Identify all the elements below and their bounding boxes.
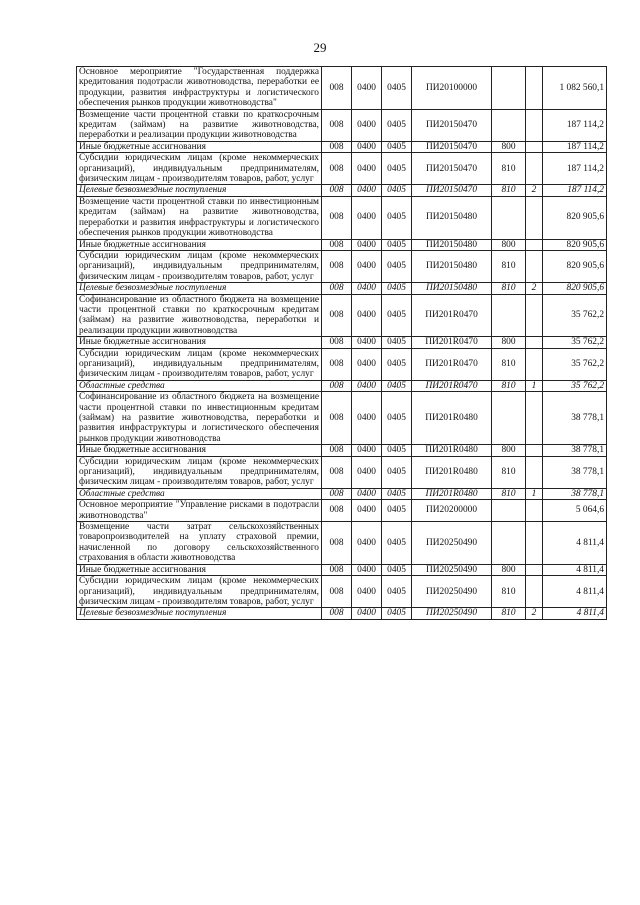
row-csr-cell: ПИ201R0470: [412, 337, 492, 348]
row-ved-cell: 008: [322, 445, 352, 456]
table-row: [77, 392, 607, 445]
row-vr-cell: 810: [492, 608, 526, 619]
row-rz-cell: 0400: [352, 67, 382, 110]
row-source-cell: [526, 294, 543, 337]
table-row: [77, 67, 607, 110]
row-vr-cell: [492, 67, 526, 110]
row-name-cell: Субсидии юридическим лицам (кроме некоммерческих организаций), индивидуальным предпринимателям, физическим лицам - производителям товаров, работ, услуг: [77, 348, 322, 380]
row-vr-cell: 810: [492, 185, 526, 196]
row-sum-cell: 187 114,2: [543, 141, 607, 152]
row-rz-cell: 0400: [352, 445, 382, 456]
row-rz-cell: 0400: [352, 109, 382, 141]
row-rz-cell: 0400: [352, 500, 382, 522]
row-name-cell: Субсидии юридическим лицам (кроме некоммерческих организаций), индивидуальным предпринимателям, физическим лицам - производителям товаров, работ, услуг: [77, 250, 322, 282]
row-csr-cell: ПИ20150480: [412, 196, 492, 239]
row-source-cell: [526, 67, 543, 110]
row-rz-cell: 0400: [352, 456, 382, 488]
row-csr-cell: ПИ20250490: [412, 608, 492, 619]
row-sum-cell: 820 905,6: [543, 250, 607, 282]
row-ved-cell: 008: [322, 500, 352, 522]
table-row: [77, 294, 607, 337]
row-pr-cell: 0405: [382, 250, 412, 282]
row-sum-cell: 35 762,2: [543, 294, 607, 337]
row-pr-cell: 0405: [382, 564, 412, 575]
row-vr-cell: [492, 392, 526, 445]
row-ved-cell: 008: [322, 153, 352, 185]
row-sum-cell: 4 811,4: [543, 576, 607, 608]
table-row: [77, 500, 607, 522]
row-pr-cell: 0405: [382, 239, 412, 250]
table-row: [77, 185, 607, 196]
row-vr-cell: 800: [492, 337, 526, 348]
row-ved-cell: 008: [322, 250, 352, 282]
table-row: [77, 348, 607, 380]
row-csr-cell: ПИ20150480: [412, 283, 492, 294]
row-sum-cell: 1 082 560,1: [543, 67, 607, 110]
row-source-cell: [526, 564, 543, 575]
row-name-cell: Иные бюджетные ассигнования: [77, 337, 322, 348]
row-vr-cell: [492, 109, 526, 141]
row-pr-cell: 0405: [382, 283, 412, 294]
row-rz-cell: 0400: [352, 488, 382, 499]
row-rz-cell: 0400: [352, 576, 382, 608]
row-ved-cell: 008: [322, 392, 352, 445]
row-ved-cell: 008: [322, 185, 352, 196]
row-name-cell: Возмещение части затрат сельскохозяйственных товаропроизводителей на уплату страховой премии, начисленной по договору сельскохозяйственного страхования в области животноводства: [77, 522, 322, 565]
row-vr-cell: [492, 294, 526, 337]
row-rz-cell: 0400: [352, 196, 382, 239]
row-csr-cell: ПИ20250490: [412, 564, 492, 575]
row-ved-cell: 008: [322, 109, 352, 141]
row-name-cell: Иные бюджетные ассигнования: [77, 445, 322, 456]
row-rz-cell: 0400: [352, 185, 382, 196]
row-name-cell: Софинансирование из областного бюджета на возмещение части процентной ставки по краткосрочным кредитам (займам) на развитие животноводства, переработки и реализации продукции животноводства: [77, 294, 322, 337]
row-sum-cell: 4 811,4: [543, 564, 607, 575]
table-row: [77, 576, 607, 608]
row-vr-cell: 800: [492, 141, 526, 152]
row-rz-cell: 0400: [352, 141, 382, 152]
row-csr-cell: ПИ201R0480: [412, 392, 492, 445]
row-csr-cell: ПИ201R0470: [412, 294, 492, 337]
table-row: [77, 153, 607, 185]
row-rz-cell: 0400: [352, 250, 382, 282]
row-rz-cell: 0400: [352, 294, 382, 337]
row-csr-cell: ПИ20150470: [412, 109, 492, 141]
row-sum-cell: 35 762,2: [543, 380, 607, 391]
table-row: [77, 445, 607, 456]
row-source-cell: 2: [526, 283, 543, 294]
table-body: [77, 67, 607, 620]
table-row: [77, 564, 607, 575]
row-csr-cell: ПИ201R0470: [412, 380, 492, 391]
row-source-cell: [526, 576, 543, 608]
row-pr-cell: 0405: [382, 185, 412, 196]
row-sum-cell: 38 778,1: [543, 488, 607, 499]
row-pr-cell: 0405: [382, 153, 412, 185]
row-vr-cell: 810: [492, 456, 526, 488]
page-number: 29: [313, 40, 327, 55]
row-rz-cell: 0400: [352, 153, 382, 185]
row-source-cell: [526, 153, 543, 185]
row-name-cell: Целевые безвозмездные поступления: [77, 283, 322, 294]
table-row: [77, 141, 607, 152]
row-name-cell: Основное мероприятие "Государственная поддержка кредитования подотрасли животноводства, переработки ее продукции, развития инфраструктуры и логистического обеспечения рынков продукции животноводства": [77, 67, 322, 110]
row-csr-cell: ПИ201R0480: [412, 488, 492, 499]
row-sum-cell: 187 114,2: [543, 185, 607, 196]
row-pr-cell: 0405: [382, 380, 412, 391]
row-sum-cell: 187 114,2: [543, 109, 607, 141]
table-row: [77, 456, 607, 488]
row-source-cell: [526, 250, 543, 282]
row-source-cell: [526, 522, 543, 565]
row-vr-cell: 810: [492, 283, 526, 294]
row-csr-cell: ПИ20150470: [412, 185, 492, 196]
row-csr-cell: ПИ20250490: [412, 576, 492, 608]
row-rz-cell: 0400: [352, 522, 382, 565]
row-name-cell: Целевые безвозмездные поступления: [77, 185, 322, 196]
row-vr-cell: 800: [492, 445, 526, 456]
row-source-cell: 1: [526, 488, 543, 499]
row-name-cell: Софинансирование из областного бюджета на возмещение части процентной ставки по инвестиционным кредитам (займам) на развитие животноводства, переработки и развития инфраструктуры и логистического обеспечения рынков продукции животноводства: [77, 392, 322, 445]
row-pr-cell: 0405: [382, 196, 412, 239]
row-ved-cell: 008: [322, 67, 352, 110]
row-vr-cell: 810: [492, 488, 526, 499]
row-source-cell: [526, 337, 543, 348]
table-row: [77, 283, 607, 294]
row-vr-cell: 810: [492, 153, 526, 185]
row-rz-cell: 0400: [352, 337, 382, 348]
row-vr-cell: 810: [492, 380, 526, 391]
table-row: [77, 239, 607, 250]
row-vr-cell: 810: [492, 250, 526, 282]
row-sum-cell: 38 778,1: [543, 392, 607, 445]
table-row: [77, 522, 607, 565]
row-name-cell: Возмещение части процентной ставки по инвестиционным кредитам (займам) на развитие животноводства, переработки и развития инфраструктуры и логистического обеспечения рынков продукции животноводства: [77, 196, 322, 239]
table-row: [77, 488, 607, 499]
row-sum-cell: 820 905,6: [543, 196, 607, 239]
row-pr-cell: 0405: [382, 67, 412, 110]
row-rz-cell: 0400: [352, 380, 382, 391]
row-ved-cell: 008: [322, 456, 352, 488]
row-name-cell: Основное мероприятие "Управление рисками в подотрасли животноводства": [77, 500, 322, 522]
row-csr-cell: ПИ20150480: [412, 250, 492, 282]
row-vr-cell: 800: [492, 239, 526, 250]
row-source-cell: [526, 239, 543, 250]
row-source-cell: [526, 109, 543, 141]
row-pr-cell: 0405: [382, 500, 412, 522]
row-rz-cell: 0400: [352, 283, 382, 294]
row-source-cell: [526, 348, 543, 380]
row-name-cell: Целевые безвозмездные поступления: [77, 608, 322, 619]
row-csr-cell: ПИ20150470: [412, 141, 492, 152]
row-csr-cell: ПИ20250490: [412, 522, 492, 565]
table-row: [77, 380, 607, 391]
row-pr-cell: 0405: [382, 608, 412, 619]
row-sum-cell: 35 762,2: [543, 348, 607, 380]
table-row: [77, 109, 607, 141]
row-pr-cell: 0405: [382, 522, 412, 565]
row-sum-cell: 187 114,2: [543, 153, 607, 185]
row-rz-cell: 0400: [352, 392, 382, 445]
row-sum-cell: 820 905,6: [543, 283, 607, 294]
row-ved-cell: 008: [322, 294, 352, 337]
table-row: [77, 196, 607, 239]
row-pr-cell: 0405: [382, 576, 412, 608]
row-rz-cell: 0400: [352, 564, 382, 575]
row-source-cell: 1: [526, 380, 543, 391]
row-name-cell: Иные бюджетные ассигнования: [77, 564, 322, 575]
row-csr-cell: ПИ20100000: [412, 67, 492, 110]
row-csr-cell: ПИ201R0480: [412, 456, 492, 488]
row-sum-cell: 38 778,1: [543, 445, 607, 456]
row-ved-cell: 008: [322, 337, 352, 348]
row-csr-cell: ПИ201R0480: [412, 445, 492, 456]
row-source-cell: [526, 141, 543, 152]
row-pr-cell: 0405: [382, 456, 412, 488]
row-source-cell: [526, 500, 543, 522]
row-name-cell: Иные бюджетные ассигнования: [77, 239, 322, 250]
row-source-cell: [526, 196, 543, 239]
row-pr-cell: 0405: [382, 348, 412, 380]
row-pr-cell: 0405: [382, 109, 412, 141]
row-source-cell: [526, 445, 543, 456]
row-rz-cell: 0400: [352, 239, 382, 250]
row-ved-cell: 008: [322, 196, 352, 239]
row-name-cell: Субсидии юридическим лицам (кроме некоммерческих организаций), индивидуальным предпринимателям, физическим лицам - производителям товаров, работ, услуг: [77, 456, 322, 488]
row-ved-cell: 008: [322, 488, 352, 499]
row-ved-cell: 008: [322, 141, 352, 152]
row-csr-cell: ПИ20150480: [412, 239, 492, 250]
table-row: [77, 337, 607, 348]
row-pr-cell: 0405: [382, 392, 412, 445]
row-ved-cell: 008: [322, 239, 352, 250]
row-csr-cell: ПИ201R0470: [412, 348, 492, 380]
row-pr-cell: 0405: [382, 141, 412, 152]
row-ved-cell: 008: [322, 522, 352, 565]
row-name-cell: Субсидии юридическим лицам (кроме некоммерческих организаций), индивидуальным предпринимателям, физическим лицам - производителям товаров, работ, услуг: [77, 153, 322, 185]
row-csr-cell: ПИ20200000: [412, 500, 492, 522]
row-pr-cell: 0405: [382, 294, 412, 337]
row-vr-cell: [492, 522, 526, 565]
row-vr-cell: [492, 500, 526, 522]
row-vr-cell: 810: [492, 348, 526, 380]
row-ved-cell: 008: [322, 380, 352, 391]
row-sum-cell: 38 778,1: [543, 456, 607, 488]
table-row: [77, 608, 607, 619]
row-name-cell: Областные средства: [77, 488, 322, 499]
row-pr-cell: 0405: [382, 488, 412, 499]
row-name-cell: Возмещение части процентной ставки по краткосрочным кредитам (займам) на развитие животноводства, переработки и реализации продукции животноводства: [77, 109, 322, 141]
row-rz-cell: 0400: [352, 608, 382, 619]
row-rz-cell: 0400: [352, 348, 382, 380]
row-ved-cell: 008: [322, 564, 352, 575]
row-name-cell: Субсидии юридическим лицам (кроме некоммерческих организаций), индивидуальным предпринимателям, физическим лицам - производителям товаров, работ, услуг: [77, 576, 322, 608]
row-source-cell: [526, 392, 543, 445]
row-ved-cell: 008: [322, 348, 352, 380]
row-ved-cell: 008: [322, 608, 352, 619]
row-sum-cell: 820 905,6: [543, 239, 607, 250]
row-source-cell: 2: [526, 608, 543, 619]
row-source-cell: [526, 456, 543, 488]
row-sum-cell: 5 064,6: [543, 500, 607, 522]
row-pr-cell: 0405: [382, 337, 412, 348]
row-csr-cell: ПИ20150470: [412, 153, 492, 185]
row-sum-cell: 4 811,4: [543, 522, 607, 565]
row-source-cell: 2: [526, 185, 543, 196]
row-vr-cell: [492, 196, 526, 239]
row-vr-cell: 810: [492, 576, 526, 608]
table-row: [77, 250, 607, 282]
row-name-cell: Областные средства: [77, 380, 322, 391]
budget-table: [76, 66, 607, 620]
row-sum-cell: 35 762,2: [543, 337, 607, 348]
row-pr-cell: 0405: [382, 445, 412, 456]
row-vr-cell: 800: [492, 564, 526, 575]
row-ved-cell: 008: [322, 283, 352, 294]
row-name-cell: Иные бюджетные ассигнования: [77, 141, 322, 152]
row-sum-cell: 4 811,4: [543, 608, 607, 619]
row-ved-cell: 008: [322, 576, 352, 608]
